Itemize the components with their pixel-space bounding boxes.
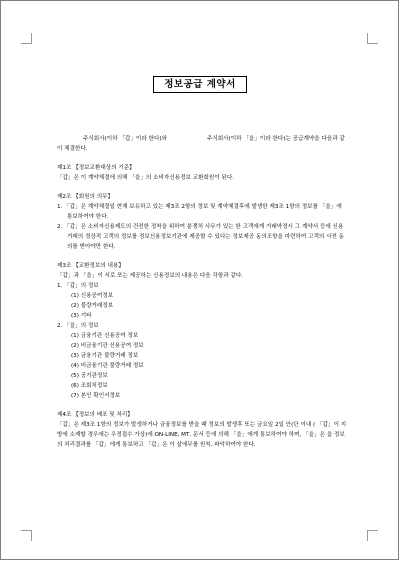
crop-mark-bottom-left [21, 530, 32, 541]
intro-part-2: 주식회사(이하 「을」이라 한다)는 공급계약을 다음과 같이 체결한다. [57, 136, 345, 152]
list-item: (5) 공기관정보 [71, 373, 108, 379]
section-2-item: 2. 「갑」은 소비자신용제도의 건전한 정착을 위하여 분쟁처 사무가 있는 한 고객에게 거래약정시 그 계약서 등에 신용거래의 정상적 고객의 정보를 정보신용정보기관에 제공할 수 있다는 정보제공 동의조항을 마련하여 고객의 사전 동의를 받아야만 한다. [57, 224, 345, 250]
list-item: (3) 기타 [71, 313, 92, 319]
intro-part-1: 주식회사(이하 「갑」이라 한다)와 [83, 136, 167, 142]
section-2-title: 제2조 【회원의 의무】 [57, 194, 114, 200]
crop-mark-bottom-right [367, 530, 378, 541]
section-3-body: 「갑」과 「을」이 서로 또는 제공하는 신용정보의 내용은 다음 각항과 같다. [57, 273, 244, 279]
list-item: (1) 신용공여정보 [71, 293, 114, 299]
section-4-title: 제4조 【정보의 배포 및 처리】 [57, 412, 133, 418]
list-item: (7) 본인 확인서정보 [71, 393, 121, 399]
crop-mark-top-right [367, 33, 378, 44]
document-title: 정보공급 계약서 [153, 76, 247, 93]
section-1-body: 「갑」은 이 계약체결에 의해 「을」의 소비자신용정보 교환회원이 된다. [57, 175, 235, 181]
intro-paragraph [57, 134, 347, 154]
section-1-title: 제1조 【정보교환대상의 기준】 [57, 165, 135, 171]
section-4-body: 「갑」은 제3조 1항의 정보가 발생하거나 금융정보를 받을 때 정보의 발생후 또는 금요일 2일 안(단 이내 ( 「갑」이 지방에 소재할 경우에는 우정접수 가상)에 ON-LINE, MT, 문서 등에 의해 「을」에게 통보하여야 하며, 「을」은 을 정보의 처리결과를 「갑」에게 통보하고 「갑」은 이 살에무를 원칙, 파악하여야 한다. [57, 422, 347, 448]
section-3-title: 제3조 【교환정보의 내용】 [57, 263, 124, 269]
list-item: (1) 금융기관 신용공여 정보 [71, 333, 139, 339]
list-item: (6) 조회처정보 [71, 383, 108, 389]
list-item: (2) 비금융기관 신용공여 정보 [71, 343, 144, 349]
list-item: (3) 금융기관 불량거래 정보 [71, 353, 139, 359]
list-item: (2) 불량거래정보 [71, 303, 114, 309]
list-item: (4) 비금융기관 불량거래 정보 [71, 363, 144, 369]
section-2-item: 1. 「갑」은 계약체결일 현재 보유하고 있는 제3조 2항의 정보 및 계약체결후에 발생한 제3조 1항의 정보를 「을」에 통보하여야 한다. [57, 204, 342, 220]
crop-mark-top-left [21, 33, 32, 44]
section-3-group-label: 2. 「을」의 정보 [57, 323, 99, 329]
document-body [57, 134, 347, 450]
section-3-group-label: 1. 「갑」의 정보 [57, 283, 99, 289]
